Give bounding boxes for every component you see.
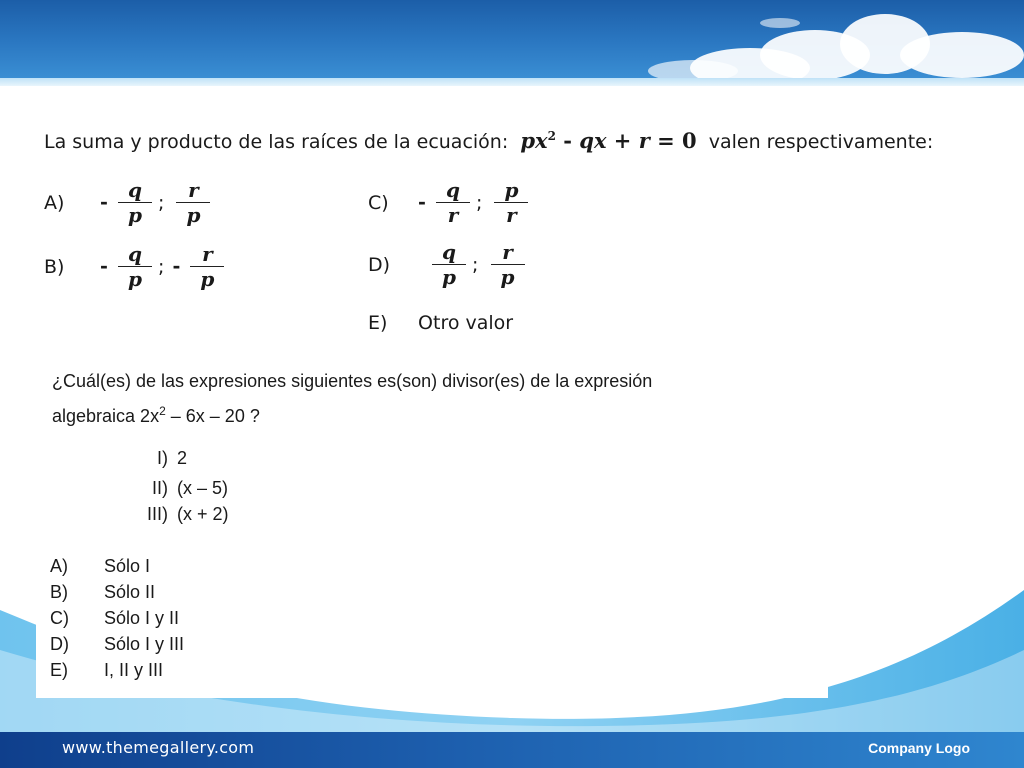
q1-option-a: A) - $\frac{q}{p}$ ; $\frac{r}{p}$ — [44, 178, 214, 227]
question-1-text — [44, 128, 933, 153]
header-strip — [0, 78, 1024, 86]
question-1-lead: La suma y producto de las raíces de la ecuación: — [44, 131, 509, 153]
answer-option-e: E) I, II y III — [50, 660, 164, 680]
question-2-line-1: ¿Cuál(es) de las expresiones siguientes es(son) divisor(es) de la expresión — [52, 371, 653, 391]
answer-option-b: B) Sólo II — [50, 582, 156, 602]
q1-option-e: E) Otro valor — [368, 312, 514, 334]
statement-item: I) 2 — [157, 448, 188, 468]
cloud-shape — [648, 60, 738, 78]
cloud-shape — [900, 32, 1024, 78]
fraction: $\frac{p}{r}$ — [494, 178, 528, 227]
q1-option-d: D) $\frac{q}{p}$ ; $\frac{r}{p}$ — [368, 240, 529, 289]
question-1-tail: valen respectivamente: — [708, 131, 934, 153]
question-2-text — [52, 366, 652, 431]
company-logo: Company Logo — [868, 740, 970, 756]
equation: $px^2$ - qx + r = 0 — [520, 128, 697, 153]
question-2-line-2: algebraica $2x^2 - 6x - 20$ ? — [52, 404, 260, 426]
answer-option-a: A) Sólo I — [50, 556, 151, 576]
answer-option-c: C) Sólo I y II — [50, 608, 180, 628]
fraction: $\frac{r}{p}$ — [176, 178, 210, 227]
fraction: $\frac{q}{p}$ — [118, 242, 152, 291]
slide-content — [36, 108, 934, 698]
statement-item: III) (x + 2) — [147, 504, 229, 524]
header-banner — [0, 0, 1024, 78]
fraction: $\frac{r}{p}$ — [190, 242, 224, 291]
fraction: $\frac{q}{p}$ — [432, 240, 466, 289]
footer-url[interactable]: www.themegallery.com — [62, 738, 255, 757]
fraction: $\frac{q}{p}$ — [118, 178, 152, 227]
q1-option-b: B) - $\frac{q}{p}$ ; - $\frac{r}{p}$ — [44, 242, 228, 291]
fraction: $\frac{q}{r}$ — [436, 178, 470, 227]
cloud-shape — [760, 18, 800, 28]
q1-option-c: C) - $\frac{q}{r}$ ; $\frac{p}{r}$ — [368, 178, 532, 227]
answer-option-d: D) Sólo I y III — [50, 634, 185, 654]
fraction: $\frac{r}{p}$ — [491, 240, 525, 289]
statement-item: II) (x – 5) — [152, 478, 229, 498]
footer-bar — [0, 732, 1024, 768]
